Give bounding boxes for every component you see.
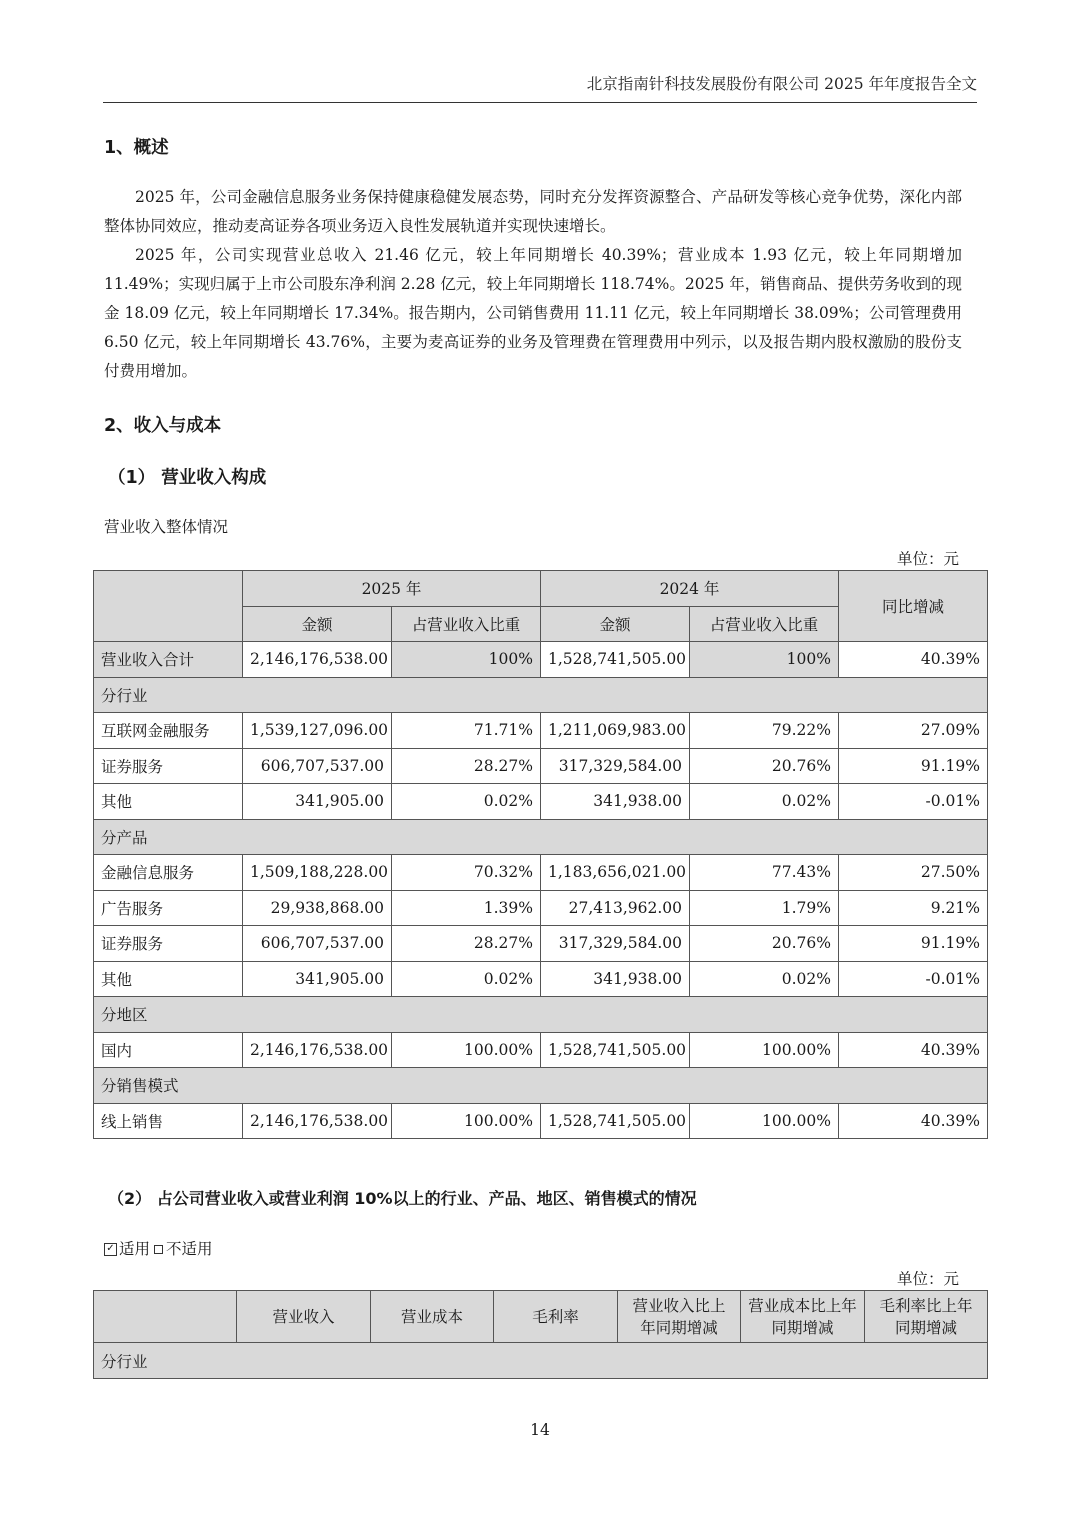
table-row	[94, 926, 988, 962]
group-label: 分产品	[94, 819, 988, 855]
ratio-2025: 100.00%	[392, 1103, 541, 1139]
row-label: 线上销售	[94, 1103, 243, 1139]
section-title-overview: 1、概述	[104, 138, 169, 158]
amount-2025: 606,707,537.00	[243, 748, 392, 784]
group-label: 分地区	[94, 997, 988, 1033]
header-yoy: 同比增减	[839, 571, 988, 642]
table-row	[94, 784, 988, 820]
amount-2025: 2,146,176,538.00	[243, 1103, 392, 1139]
row-label: 互联网金融服务	[94, 713, 243, 749]
yoy-change: 40.39%	[839, 642, 988, 678]
header-revenue: 营业收入	[237, 1291, 371, 1343]
applicable-label: 适用	[119, 1240, 151, 1258]
yoy-change: 40.39%	[839, 1103, 988, 1139]
ratio-2024: 1.79%	[690, 890, 839, 926]
not-applicable-label: 不适用	[166, 1240, 213, 1258]
table-row	[94, 890, 988, 926]
amount-2024: 1,528,741,505.00	[541, 642, 690, 678]
group-row	[94, 1068, 988, 1104]
ratio-2024: 100.00%	[690, 1032, 839, 1068]
group-row	[94, 677, 988, 713]
header-cost-yoy: 营业成本比上年同期增减	[741, 1291, 865, 1343]
amount-2025: 341,905.00	[243, 961, 392, 997]
table-row	[94, 1032, 988, 1068]
revenue-table	[93, 570, 988, 1139]
amount-2024: 1,528,741,505.00	[541, 1032, 690, 1068]
group-row	[94, 1343, 988, 1379]
unit-label-2: 单位：元	[896, 1270, 959, 1288]
checkbox-empty-icon	[154, 1245, 163, 1254]
group-row	[94, 819, 988, 855]
ratio-2025: 70.32%	[392, 855, 541, 891]
yoy-change: -0.01%	[839, 961, 988, 997]
header-ratio-2024: 占营业收入比重	[690, 606, 839, 642]
ratio-2025: 28.27%	[392, 926, 541, 962]
header-amount-2025: 金额	[243, 606, 392, 642]
ratio-2025: 100%	[392, 642, 541, 678]
page-header: 北京指南针科技发展股份有限公司 2025 年年度报告全文	[103, 72, 977, 103]
amount-2024: 317,329,584.00	[541, 748, 690, 784]
row-label: 证券服务	[94, 926, 243, 962]
header-margin-yoy: 毛利率比上年同期增减	[865, 1291, 988, 1343]
ratio-2024: 79.22%	[690, 713, 839, 749]
amount-2025: 341,905.00	[243, 784, 392, 820]
subsection-title-revenue-composition: （1） 营业收入构成	[108, 468, 267, 488]
header-2024: 2024 年	[541, 571, 839, 607]
table-row	[94, 855, 988, 891]
ratio-2025: 0.02%	[392, 961, 541, 997]
table-row	[94, 713, 988, 749]
table-row	[94, 1103, 988, 1139]
row-label: 营业收入合计	[94, 642, 243, 678]
ratio-2025: 100.00%	[392, 1032, 541, 1068]
ratio-2025: 28.27%	[392, 748, 541, 784]
amount-2024: 341,938.00	[541, 961, 690, 997]
amount-2025: 2,146,176,538.00	[243, 1032, 392, 1068]
corner-cell	[94, 571, 243, 642]
header-ratio-2025: 占营业收入比重	[392, 606, 541, 642]
unit-label: 单位：元	[896, 550, 959, 568]
row-label: 国内	[94, 1032, 243, 1068]
group-label: 分销售模式	[94, 1068, 988, 1104]
overview-paragraph-1: 2025 年，公司金融信息服务业务保持健康稳健发展态势，同时充分发挥资源整合、产品研发等核心竞争优势，深化内部整体协同效应，推动麦高证券各项业务迈入良性发展轨道并实现快速增长。	[104, 188, 962, 235]
amount-2025: 606,707,537.00	[243, 926, 392, 962]
table-row	[94, 748, 988, 784]
section-title-revenue-cost: 2、收入与成本	[104, 416, 222, 436]
ratio-2024: 100.00%	[690, 1103, 839, 1139]
ratio-2024: 0.02%	[690, 961, 839, 997]
header-2025: 2025 年	[243, 571, 541, 607]
yoy-change: 27.50%	[839, 855, 988, 891]
corner-cell	[94, 1291, 237, 1343]
overview-paragraph-2: 2025 年，公司实现营业总收入 21.46 亿元，较上年同期增长 40.39%；营业成本 1.93 亿元，较上年同期增加 11.49%；实现归属于上市公司股东净利润 2.28 亿元，较上年同期增长 118.74%。2025 年，销售商品、提供劳务收到的现金 18.09 亿元，较上年同期增长 17.34%。报告期内，公司销售费用 11.11 亿元，较上年同期增长 38.09%；公司管理费用 6.50 亿元，较上年同期增长 43.76%，主要为麦高证券的业务及管理费在管理费用中列示，以及报告期内股权激励的股份支付费用增加。	[104, 246, 962, 380]
yoy-change: 91.19%	[839, 748, 988, 784]
yoy-change: 27.09%	[839, 713, 988, 749]
ratio-2024: 77.43%	[690, 855, 839, 891]
amount-2024: 27,413,962.00	[541, 890, 690, 926]
amount-2025: 1,539,127,096.00	[243, 713, 392, 749]
segment-table	[93, 1290, 988, 1379]
group-label: 分行业	[94, 677, 988, 713]
ratio-2024: 100%	[690, 642, 839, 678]
amount-2024: 317,329,584.00	[541, 926, 690, 962]
ratio-2024: 0.02%	[690, 784, 839, 820]
amount-2024: 341,938.00	[541, 784, 690, 820]
group-row	[94, 997, 988, 1033]
amount-2024: 1,211,069,983.00	[541, 713, 690, 749]
table-caption: 营业收入整体情况	[104, 518, 229, 536]
ratio-2025: 0.02%	[392, 784, 541, 820]
checkbox-checked-icon: ✓	[104, 1243, 117, 1256]
yoy-change: -0.01%	[839, 784, 988, 820]
page-number: 14	[530, 1421, 550, 1439]
yoy-change: 40.39%	[839, 1032, 988, 1068]
header-cost: 营业成本	[371, 1291, 494, 1343]
header-revenue-yoy: 营业收入比上年同期增减	[618, 1291, 741, 1343]
subsection-title-major-segments: （2） 占公司营业收入或营业利润 10%以上的行业、产品、地区、销售模式的情况	[108, 1189, 697, 1208]
applicability-line	[104, 1237, 213, 1259]
group-label: 分行业	[94, 1343, 988, 1379]
yoy-change: 91.19%	[839, 926, 988, 962]
ratio-2024: 20.76%	[690, 748, 839, 784]
amount-2024: 1,528,741,505.00	[541, 1103, 690, 1139]
table-row	[94, 961, 988, 997]
amount-2025: 1,509,188,228.00	[243, 855, 392, 891]
header-amount-2024: 金额	[541, 606, 690, 642]
row-label: 其他	[94, 961, 243, 997]
ratio-2025: 71.71%	[392, 713, 541, 749]
amount-2024: 1,183,656,021.00	[541, 855, 690, 891]
amount-2025: 2,146,176,538.00	[243, 642, 392, 678]
table-row-total	[94, 642, 988, 678]
amount-2025: 29,938,868.00	[243, 890, 392, 926]
row-label: 金融信息服务	[94, 855, 243, 891]
row-label: 广告服务	[94, 890, 243, 926]
row-label: 其他	[94, 784, 243, 820]
header-gross-margin: 毛利率	[494, 1291, 618, 1343]
ratio-2024: 20.76%	[690, 926, 839, 962]
ratio-2025: 1.39%	[392, 890, 541, 926]
yoy-change: 9.21%	[839, 890, 988, 926]
row-label: 证券服务	[94, 748, 243, 784]
